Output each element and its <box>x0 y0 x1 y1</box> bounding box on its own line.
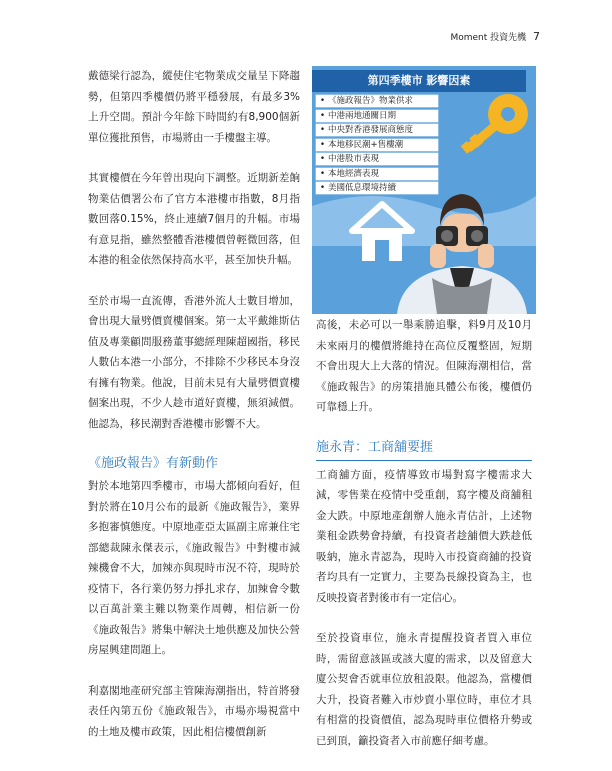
paragraph-index: 其實樓價在今年曾出現向下調整。近期新差餉物業估價署公布了官方本港樓市指數，8月指數回落0.15%，終止連續7個月的升幅。市場有意見指，雖然整體香港樓價曾輕微回落，但本港的租金依然保持高水平，甚至加快升幅。 <box>88 172 300 266</box>
factors-panel-title: 第四季樓市 影響因素 <box>312 70 526 92</box>
paragraph-policy-address: 對於本地第四季樓市，市場大都傾向看好，但對於將在10月公布的最新《施政報告》，業界多抱審慎態度。中原地產亞太區副主席兼住宅部總裁陳永傑表示，《施政報告》中對樓市減辣機會不大，加辣亦與現時市況不符，現時於疫情下，各行業仍努力掙扎求存，加辣會令數以百萬計業主難以物業作周轉，相信新一份《施政報告》將集中解決土地供應及加快公營房屋興建問題上。 <box>88 480 300 656</box>
factors-list <box>316 95 438 197</box>
factor-item: • 本地移民潮+售樓潮 <box>316 139 438 151</box>
factor-item: • 本地經濟表現 <box>316 168 438 180</box>
factor-item: • 《施政報告》物業供求 <box>316 95 438 107</box>
paragraph-outlook: 高後，未必可以一舉乘勝追擊，料9月及10月未來兩月的樓價將維持在高位反覆整固，短期不會出現大上大落的情況。但陳海潮相信，當《施政報告》的房策措施具體公布後，樓價仍可靠穩上升。 <box>316 319 532 413</box>
factor-item: • 中港兩地通關日期 <box>316 110 438 122</box>
factor-item: • 中港股市表現 <box>316 153 438 165</box>
right-column <box>316 315 532 771</box>
paragraph-commercial: 工商舖方面，疫情導致市場對寫字樓需求大減，零售業在疫情中受重創，寫字樓及商舖租金大跌。中原地產創辦人施永青估計，上述物業租金跌勢會持續，有投資者趁舖價大跌趁低吸納，施永青認為，現時入市投資商舖的投資者均具有一定實力，主要為長線投資為主，也反映投資者對後市有一定信心。 <box>316 468 532 604</box>
section-heading-policy: 《施政報告》有新動作 <box>88 456 219 471</box>
section-heading-commercial: 施永青：工商舖要捱 <box>316 438 532 461</box>
paragraph-forecast: 戴德梁行認為，縱使住宅物業成交量呈下降趨勢，但第四季樓價仍將平穩發展，有最多3%上升空間。預計今年餘下時間約有8,900個新單位獲批預售，市場將由一手樓盤主導。 <box>88 70 300 144</box>
paragraph-emigration: 至於市場一直流傳，香港外流人士數目增加，會出現大量劈價賣樓個案。第一太平戴維斯估值及專業顧問服務董事總經理陳超國指，移民人數佔本港一小部分，不排除不少移民本身沒有擁有物業。他說，目前未見有大量劈價賣樓個案出現，不少人趁市道好賣樓，無須減價。他認為，移民潮對香港樓市影響不大。 <box>88 294 300 430</box>
page-number: 7 <box>533 30 540 43</box>
left-column <box>88 66 300 762</box>
page-header <box>450 30 540 43</box>
factor-item: • 中央對香港發展商態度 <box>316 124 438 136</box>
paragraph-parking: 至於投資車位，施永青提醒投資者買入車位時，需留意該區或該大廈的需求，以及留意大廈公契會否就車位放租設限。他認為，當樓價大升，投資者難入市炒賣小單位時，車位才具有相當的投資價值，認為現時車位價格升勢或已到頂，籲投資者入市前應仔細考慮。 <box>316 632 532 747</box>
publication-name: Moment 投資先機 <box>450 33 527 43</box>
paragraph-ricacorp: 利嘉閣地產研究部主管陳海潮指出，特首將發表任內第五份《施政報告》，市場亦場視當中的土地及樓市政策，因此相信樓價創新 <box>88 684 300 738</box>
factor-item: • 美國低息環境持續 <box>316 182 438 194</box>
